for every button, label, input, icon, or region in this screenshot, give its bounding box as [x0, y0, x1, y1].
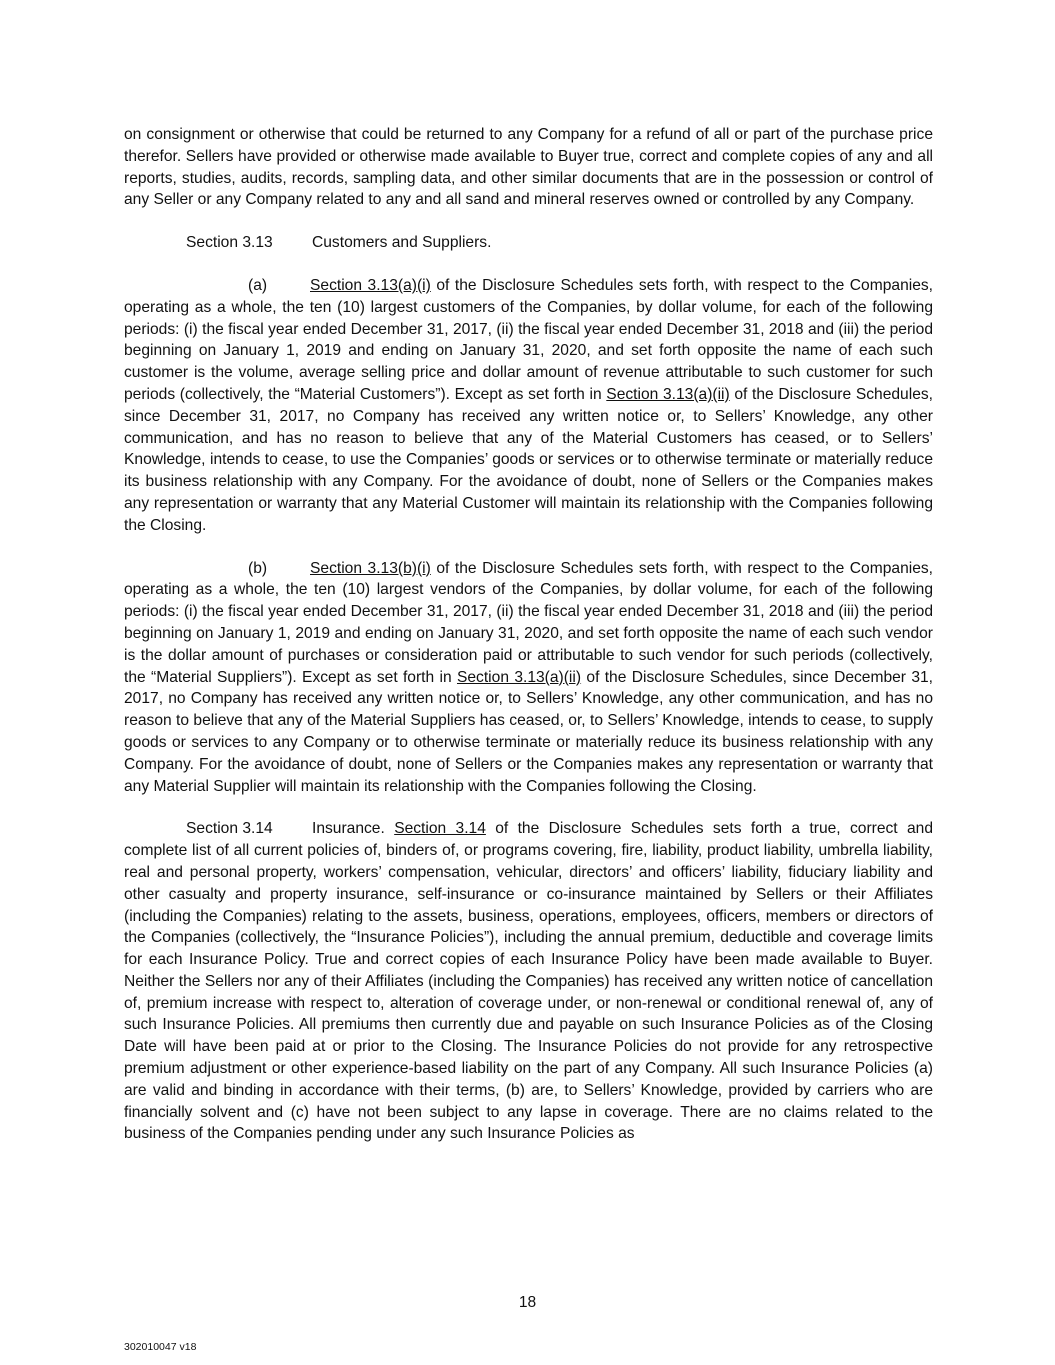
- section-number: Section 3.14: [186, 820, 273, 838]
- section-heading-3-13: [124, 232, 933, 254]
- paragraph-text: of the Disclosure Schedules, since December 31, 2017, no Company has received any written notice or, to Sellers’ Knowledge, any other communication, and has no reason to believe that any of the Material Suppliers has ceased, or, to Sellers’ Knowledge, intends to cease, to supply goods or services to any Company or to otherwise terminate or materially reduce its business relationship with any Company. For the avoidance of doubt, none of Sellers or the Companies makes any representation or warranty that any Material Supplier will maintain its relationship with the Companies following the Closing.: [124, 668, 934, 795]
- paragraph-text: of the Disclosure Schedules sets forth, with respect to the Companies, operating as a whole, the ten (10) largest vendors of the Companies, by dollar volume, for each of the following periods: (i) the fiscal year ended December 31, 2017, (ii) the fiscal year ended December 31, 2018 and (iii) the period beginning on January 1, 2019 and ending on January 31, 2020, and set forth opposite the name of each such vendor is the dollar amount of purchases or consideration paid or attributable to such vendor for such periods (collectively, the “Material Suppliers”). Except as set forth in: [124, 559, 934, 686]
- section-reference-link[interactable]: Section 3.13(a)(ii): [606, 385, 730, 403]
- section-reference-link[interactable]: Section 3.13(b)(i): [310, 559, 431, 577]
- document-page: [124, 124, 933, 1145]
- section-reference-link[interactable]: Section 3.13(a)(ii): [456, 668, 582, 686]
- paragraph-text: of the Disclosure Schedules, since December 31, 2017, no Company has received any written notice or, to Sellers’ Knowledge, any other communication, and has no reason to believe that any of the Material Customers has ceased, or to Sellers’ Knowledge, intends to cease, to use the Companies’ goods or services or to otherwise terminate or materially reduce its business relationship with any Company. For the avoidance of doubt, none of Sellers or the Companies makes any representation or warranty that any Material Customer will maintain its relationship with the Companies following the Closing.: [124, 385, 933, 534]
- paragraph-text: of the Disclosure Schedules sets forth a true, correct and complete list of all current policies of, binders of, or programs covering, fire, liability, product liability, umbrella liability, real and personal property, workers’ compensation, vehicular, directors’ and officers’ liability, fiduciary liability and other casualty and property insurance, self-insurance or co-insurance maintained by Sellers or their Affiliates (including the Companies) relating to the assets, business, operations, employees, officers, members or directors of the Companies (collectively, the “Insurance Policies”), including the annual premium, deductible and coverage limits for each Insurance Policy. True and correct copies of each Insurance Policy have been made available to Buyer. Neither the Sellers nor any of their Affiliates (including the Companies) has received any written notice of cancellation of, premium increase with respect to, alteration of coverage under, or non-renewal or conditional renewal of, any of such Insurance Policies. All premiums then currently due and payable on such Insurance Policies as of the Closing Date will have been paid at or prior to the Closing. The Insurance Policies do not provide for any retrospective premium adjustment or other experience-based liability on the part of any Company. All such Insurance Policies (a) are valid and binding in accordance with their terms, (b) are, to Sellers’ Knowledge, provided by carriers who are financially solvent and (c) have not been subject to any lapse in coverage. There are no claims related to the business of the Companies pending under any such Insurance Policies as: [124, 820, 933, 1143]
- paragraph-b: [124, 558, 933, 798]
- paragraph-label: (b): [248, 559, 268, 577]
- page-number: 18: [518, 1294, 537, 1311]
- paragraph-text: of the Disclosure Schedules sets forth, with respect to the Companies, operating as a whole, the ten (10) largest customers of the Companies, by dollar volume, for each of the following periods: (i) the fiscal year ended December 31, 2017, (ii) the fiscal year ended December 31, 2018 and (iii) the period beginning on January 1, 2019 and ending on January 31, 2020, and set forth opposite the name of each such customer is the volume, average selling price and dollar amount of revenue attributable to such customer for such periods (collectively, the “Material Customers”). Except as set forth in: [124, 276, 934, 403]
- paragraph-label: (a): [248, 276, 268, 294]
- section-number: Section 3.13: [186, 234, 273, 252]
- section-title: Customers and Suppliers.: [312, 234, 492, 252]
- section-3-14-paragraph: [124, 818, 933, 1145]
- document-id: 302010047 v18: [124, 1341, 197, 1353]
- section-reference-link[interactable]: Section 3.14: [394, 820, 486, 838]
- paragraph-a: [124, 275, 933, 537]
- section-reference-link[interactable]: Section 3.13(a)(i): [310, 276, 431, 294]
- section-title: Insurance.: [312, 820, 385, 838]
- continued-paragraph: on consignment or otherwise that could be returned to any Company for a refund of all or part of the purchase price therefor. Sellers have provided or otherwise made available to Buyer true, correct and complete copies of any and all reports, studies, audits, records, sampling data, and other similar documents that are in the possession or control of any Seller or any Company related to any and all sand and mineral reserves owned or controlled by any Company.: [124, 126, 933, 209]
